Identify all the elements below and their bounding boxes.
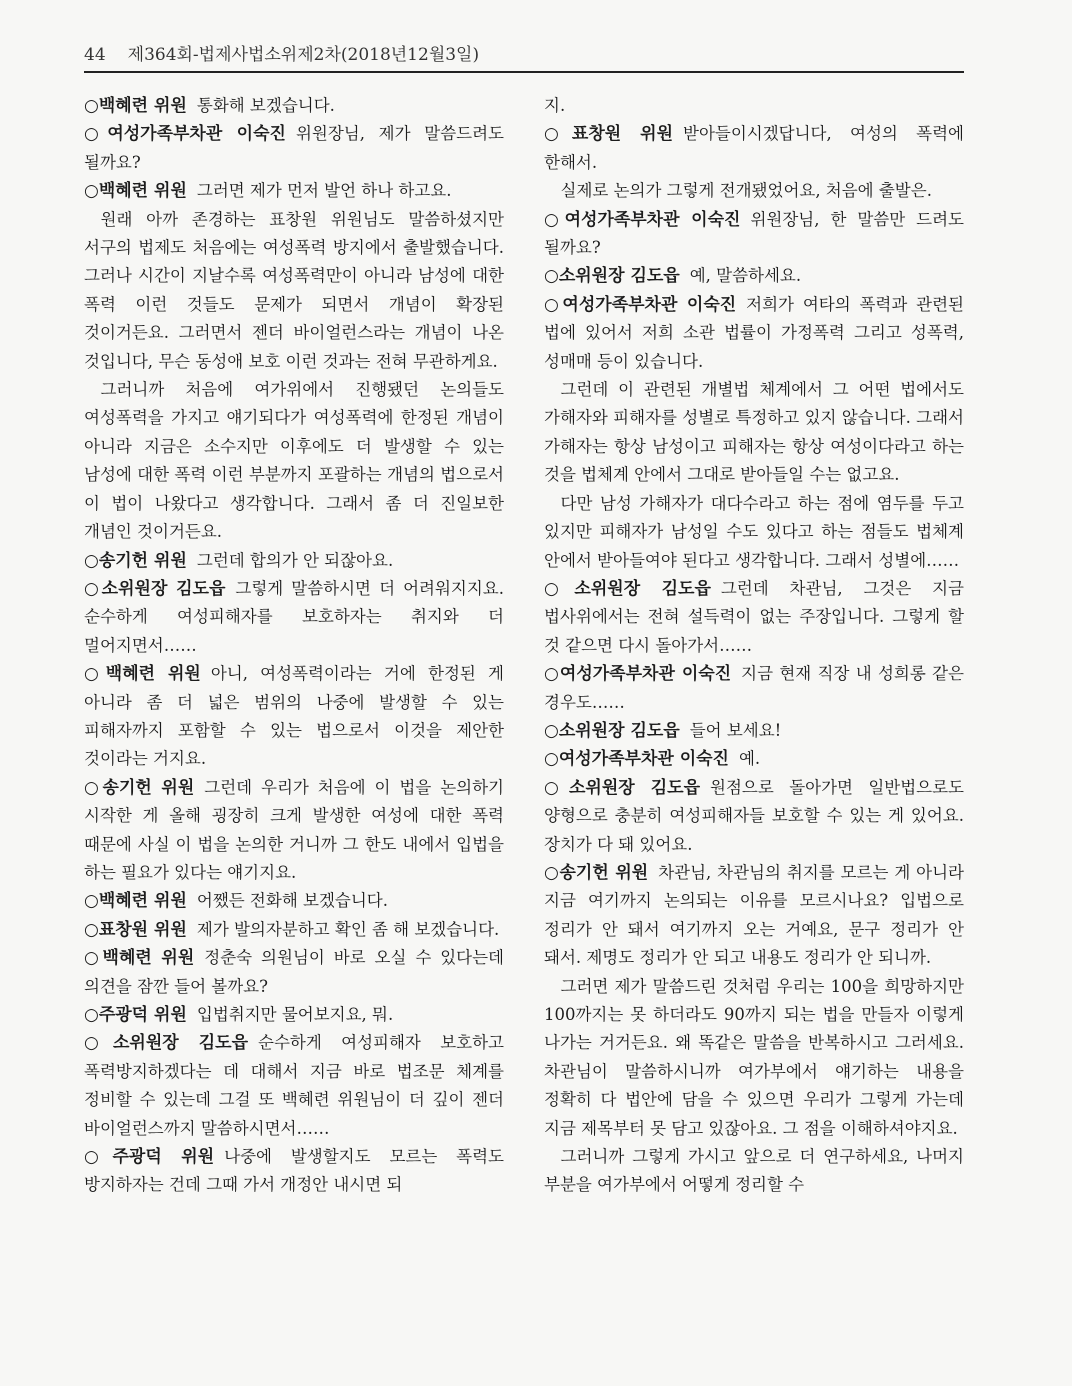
- speaker-name: ○소위원장 김도읍: [544, 720, 680, 741]
- speech-paragraph: [84, 92, 504, 120]
- speaker-name: ○여성가족부차관 이숙진: [544, 294, 737, 315]
- speech-paragraph: [84, 916, 504, 944]
- speaker-name: ○소위원장 김도읍: [544, 266, 680, 287]
- speaker-name: ○여성가족부차관 이숙진: [84, 124, 286, 145]
- speech-text: 예, 말씀하세요.: [689, 266, 802, 286]
- continuation-paragraph: [544, 973, 964, 1143]
- speech-paragraph: [84, 547, 504, 575]
- speech-text: 그러면 제가 말씀드린 것처럼 우리는 100을 희망하지만 100까지는 못 하더라도 90까지 되는 법을 만들자 이렇게 나가는 거거든요. 왜 똑같은 말씀을 반복하시고 그러세요. 차관님이 말씀하시니까 여가부에서 얘기하는 내용을 정확히 다 법안에 담을 수 있으면 우리가 그렇게 가는데 지금 제목부터 못 담고 있잖아요. 그 점을 이해하셔야지요.: [544, 976, 964, 1138]
- speech-text: 그러니까 처음에 여가위에서 진행됐던 논의들도 여성폭력을 가지고 얘기되다가 여성폭력에 한정된 개념이 아니라 지금은 소수지만 이후에도 더 발생할 수 있는 남성에 대한 폭력 이런 부분까지 포괄하는 개념의 법으로서 이 법이 나왔다고 생각합니다. 그래서 좀 더 진일보한 개념인 것이거든요.: [84, 380, 504, 542]
- page-number: 44: [84, 45, 106, 65]
- speech-text: 그런데 이 관련된 개별법 체계에서 그 어떤 법에서도 가해자와 피해자를 성별로 특정하고 있지 않습니다. 그래서 가해자는 항상 남성이고 피해자는 항상 여성이다라고 하는 것을 법체계 안에서 그대로 받아들일 수는 없고요.: [544, 380, 964, 485]
- speech-text: 예.: [738, 749, 761, 769]
- speaker-name: ○소위원장 김도읍: [544, 777, 701, 798]
- continuation-paragraph: [544, 490, 964, 575]
- speaker-name: ○여성가족부차관 이숙진: [544, 749, 729, 770]
- speaker-name: ○주광덕 위원: [84, 1147, 215, 1168]
- speech-paragraph: [544, 859, 964, 973]
- speech-paragraph: [544, 660, 964, 717]
- speech-paragraph: [84, 887, 504, 915]
- speech-text: 위원장님, 한 말씀만 드려도 될까요?: [544, 209, 964, 258]
- speech-paragraph: [544, 120, 964, 177]
- speech-paragraph: [544, 774, 964, 859]
- speech-text: 실제로 논의가 그렇게 전개됐었어요, 처음에 출발은.: [560, 181, 932, 201]
- speech-text: 원래 아까 존경하는 표창원 위원님도 말씀하셨지만 서구의 법제도 처음에는 여성폭력 방지에서 출발했습니다. 그러나 시간이 지날수록 여성폭력만이 아니라 남성에 대한 폭력 이런 것들도 문제가 되면서 개념이 확장된 것이거든요. 그러면서 젠더 바이얼런스라는 개념이 나온 것입니다, 무슨 동성애 보호 이런 것과는 전혀 무관하게요.: [84, 209, 504, 371]
- speech-text: 그러면 제가 먼저 발언 하나 하고요.: [196, 181, 452, 201]
- speech-text: 그런데 차관님, 그것은 지금 법사위에서는 전혀 설득력이 없는 주장입니다. 그렇게 할 것 같으면 다시 돌아가서……: [544, 578, 964, 655]
- speech-text: 나중에 발생할지도 모르는 폭력도 방지하자는 건데 그때 가서 개정안 내시면 되: [84, 1147, 504, 1195]
- speech-paragraph: [544, 575, 964, 660]
- page-header-title: 제364회-법제사법소위제2차(2018년12월3일): [127, 45, 480, 65]
- left-column: [84, 92, 504, 1200]
- speaker-name: ○표창원 위원: [84, 919, 187, 940]
- speaker-name: ○여성가족부차관 이숙진: [544, 209, 741, 230]
- speech-text: 그러니까 그렇게 가시고 앞으로 더 연구하세요, 나머지 부분을 여가부에서 어떻게 정리할 수: [544, 1147, 964, 1195]
- speaker-name: ○주광덕 위원: [84, 1005, 187, 1025]
- continuation-paragraph: [544, 376, 964, 490]
- speech-text: 지금 현재 직장 내 성희롱 같은 경우도……: [544, 664, 964, 712]
- speech-text: 그런데 우리가 처음에 이 법을 논의하기 시작한 게 올해 굉장히 크게 발생한 여성에 대한 폭력 때문에 사실 이 법을 논의한 거니까 그 한도 내에서 입법을 하는 필요가 있다는 얘기지요.: [84, 777, 504, 882]
- speech-text: 원점으로 돌아가면 일반법으로도 양형으로 충분히 여성피해자들 보호할 수 있는 게 있어요. 장치가 다 돼 있어요.: [544, 777, 964, 854]
- speaker-name: ○백혜련 위원: [84, 948, 195, 969]
- speech-paragraph: [84, 1029, 504, 1143]
- speaker-name: ○표창원 위원: [544, 124, 674, 145]
- speech-text: 들어 보세요!: [689, 720, 782, 740]
- speech-text: 순수하게 여성피해자 보호하고 폭력방지하겠다는 데 대해서 지금 바로 법조문 체계를 정비할 수 있는데 그걸 또 백혜련 위원님이 더 깊이 젠더 바이얼런스까지 말씀하시면서……: [84, 1033, 504, 1138]
- speech-paragraph: [84, 120, 504, 177]
- speech-text: 위원장님, 제가 말씀드려도 될까요?: [84, 124, 504, 172]
- speech-text: 받아들이시겠답니다, 여성의 폭력에 한해서.: [544, 124, 964, 172]
- continuation-paragraph: [544, 177, 964, 205]
- speech-text: 그런데 합의가 안 되잖아요.: [196, 550, 394, 570]
- speech-text: 입법취지만 물어보지요, 뭐.: [196, 1005, 394, 1024]
- speech-paragraph: [84, 774, 504, 888]
- speech-paragraph: [544, 291, 964, 376]
- speech-paragraph: [544, 717, 964, 745]
- speech-text: 다만 남성 가해자가 대다수라고 하는 점에 염두를 두고 있지만 피해자가 남성일 수도 있다고 하는 점들도 법체계 안에서 받아들여야 된다고 생각합니다. 그래서 성별에……: [544, 493, 964, 570]
- continuation-paragraph: [84, 206, 504, 376]
- speech-text: 통화해 보겠습니다.: [196, 96, 335, 115]
- speech-paragraph: [84, 660, 504, 774]
- continuation-paragraph: [544, 92, 964, 120]
- continuation-paragraph: [544, 1143, 964, 1200]
- speaker-name: ○백혜련 위원: [84, 96, 187, 116]
- right-column: [544, 92, 964, 1200]
- speech-text: 아니, 여성폭력이라는 거에 한정된 게 아니라 좀 더 넓은 범위의 나중에 발생할 수 있는 피해자까지 포함할 수 있는 법으로서 이것을 제안한 것이라는 거지요.: [84, 664, 504, 769]
- speech-paragraph: [84, 944, 504, 1001]
- speaker-name: ○송기헌 위원: [84, 777, 195, 798]
- speech-text: 어쨌든 전화해 보겠습니다.: [196, 891, 388, 911]
- speech-text: 제가 발의자분하고 확인 좀 해 보겠습니다.: [196, 919, 500, 939]
- speaker-name: ○백혜련 위원: [84, 664, 201, 685]
- speech-paragraph: [84, 575, 504, 660]
- speech-text: 지.: [544, 96, 566, 115]
- continuation-paragraph: [84, 376, 504, 546]
- speech-paragraph: [544, 262, 964, 290]
- speech-text: 그렇게 말씀하시면 더 어려워지지요. 순수하게 여성피해자를 보호하자는 취지와 더 멀어지면서……: [84, 578, 504, 655]
- speaker-name: ○소위원장 김도읍: [84, 1033, 248, 1054]
- speaker-name: ○소위원장 김도읍: [84, 578, 226, 599]
- speaker-name: ○백혜련 위원: [84, 891, 187, 912]
- speech-paragraph: [84, 1143, 504, 1200]
- speech-paragraph: [544, 745, 964, 773]
- speaker-name: ○백혜련 위원: [84, 181, 187, 202]
- speaker-name: ○소위원장 김도읍: [544, 578, 711, 599]
- speech-paragraph: [84, 1001, 504, 1029]
- speech-text: 정춘숙 의원님이 바로 오실 수 있다는데 의견을 잠깐 들어 볼까요?: [84, 948, 504, 996]
- speech-paragraph: [544, 206, 964, 263]
- speaker-name: ○송기헌 위원: [84, 550, 187, 571]
- page-header: [84, 40, 964, 73]
- speech-text: 차관님, 차관님의 취지를 모르는 게 아니라 지금 여기까지 논의되는 이유를 모르시나요? 입법으로 정리가 안 돼서 여기까지 오는 거예요, 문구 정리가 안 돼서. 제명도 정리가 안 되고 내용도 정리가 안 되니까.: [544, 862, 964, 968]
- speaker-name: ○송기헌 위원: [544, 862, 649, 883]
- speaker-name: ○여성가족부차관 이숙진: [544, 664, 732, 685]
- speech-text: 저희가 여타의 폭력과 관련된 법에 있어서 저희 소관 법률이 가정폭력 그리고 성폭력, 성매매 등이 있습니다.: [544, 294, 964, 371]
- speech-paragraph: [84, 177, 504, 205]
